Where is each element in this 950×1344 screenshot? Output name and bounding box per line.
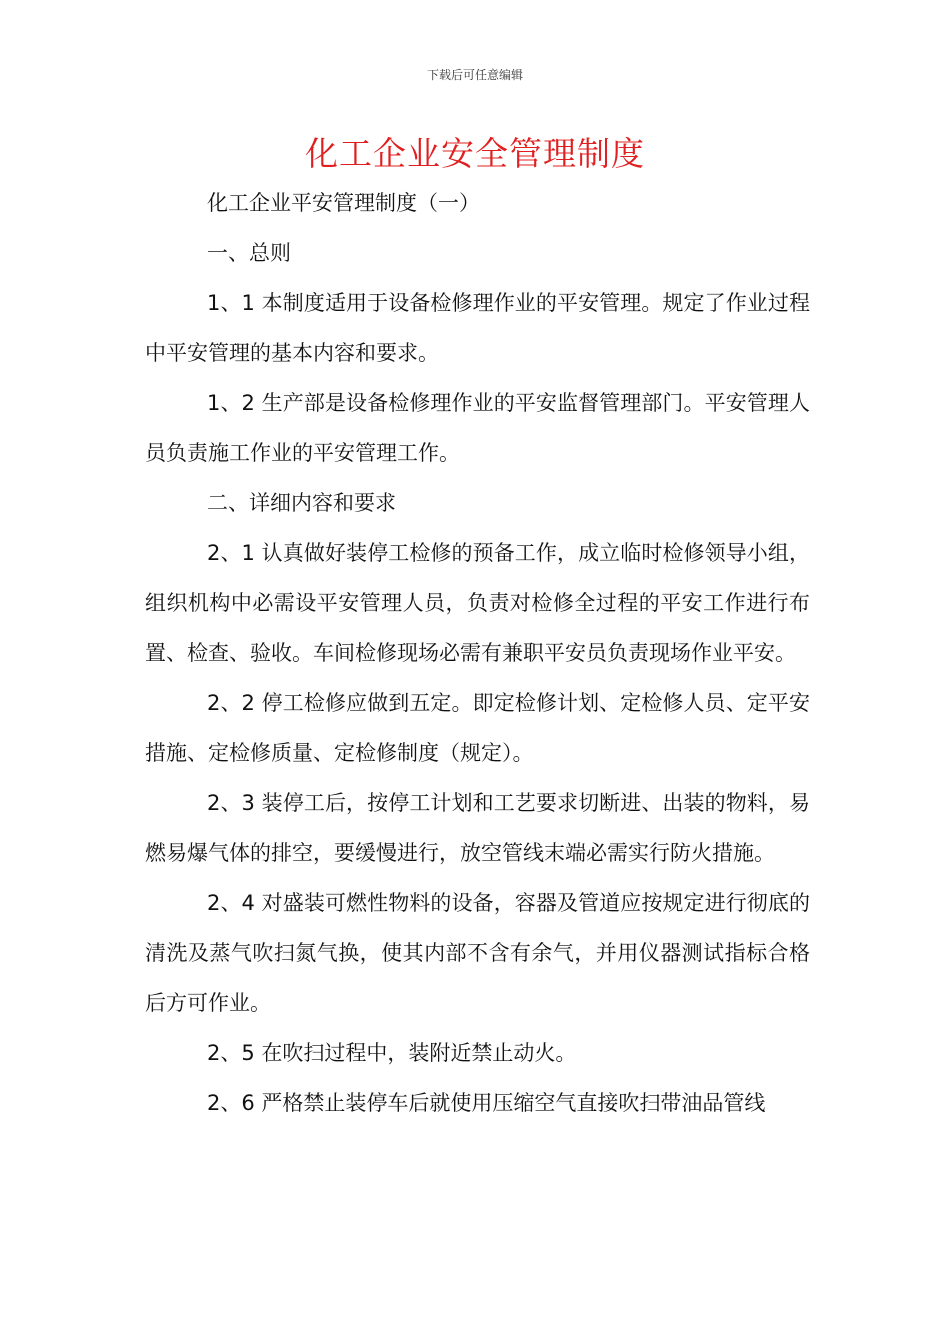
- document-subtitle: 化工企业平安管理制度（一）: [207, 191, 480, 215]
- section-heading-details: 二、详细内容和要求: [207, 491, 396, 515]
- paragraph-2-3: 2、3 装停工后，按停工计划和工艺要求切断进、出装的物料，易燃易爆气体的排空，要缓慢进行，放空管线末端必需实行防火措施。: [145, 791, 810, 865]
- paragraph-2-1: 2、1 认真做好装停工检修的预备工作，成立临时检修领导小组，组织机构中必需设平安管理人员，负责对检修全过程的平安工作进行布置、检查、验收。车间检修现场必需有兼职平安员负责现场作业平安。: [145, 541, 810, 665]
- paragraph-1-2: 1、2 生产部是设备检修理作业的平安监督管理部门。平安管理人员负责施工作业的平安管理工作。: [145, 391, 810, 465]
- paragraph-2-6: 2、6 严格禁止装停车后就使用压缩空气直接吹扫带油品管线: [207, 1091, 766, 1115]
- paragraph-2-2: 2、2 停工检修应做到五定。即定检修计划、定检修人员、定平安措施、定检修质量、定检修制度（规定）。: [145, 691, 810, 765]
- section-heading-general: 一、总则: [207, 241, 291, 265]
- document-title: 化工企业安全管理制度: [305, 134, 645, 173]
- paragraph-1-1: 1、1 本制度适用于设备检修理作业的平安管理。规定了作业过程中平安管理的基本内容和要求。: [145, 291, 810, 365]
- paragraph-2-5: 2、5 在吹扫过程中，装附近禁止动火。: [207, 1041, 577, 1065]
- paragraph-2-4: 2、4 对盛装可燃性物料的设备，容器及管道应按规定进行彻底的清洗及蒸气吹扫氮气换，使其内部不含有余气，并用仪器测试指标合格后方可作业。: [145, 891, 810, 1015]
- document-body: [145, 178, 810, 1128]
- download-note: 下载后可任意编辑: [426, 68, 523, 82]
